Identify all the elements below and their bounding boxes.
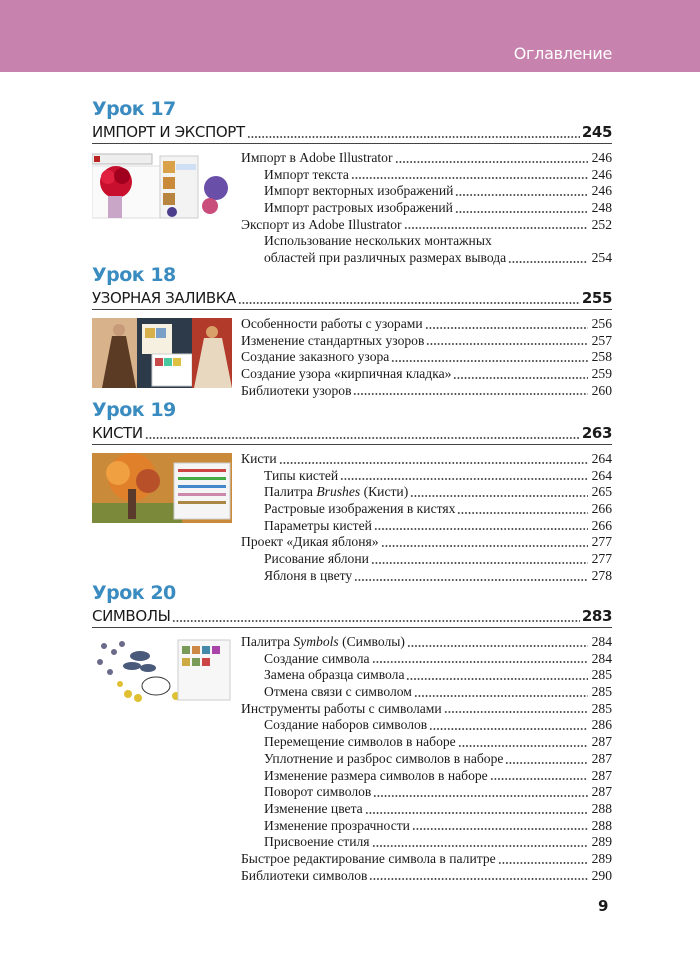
toc-entry[interactable]: [241, 634, 612, 651]
lesson-thumbnail-image: [92, 453, 232, 585]
dot-leader: [340, 468, 588, 485]
entry-text-suffix: (Символы): [338, 634, 405, 649]
entry-text: Замена образца символа: [264, 667, 405, 683]
dot-leader: [374, 518, 588, 535]
entry-page: 246: [591, 150, 612, 165]
entry-page: 285: [591, 667, 612, 683]
entry-page: 252: [591, 216, 612, 232]
entry-page: 254: [591, 250, 612, 266]
entry-text: Кисти: [241, 451, 277, 466]
entry-label: [241, 150, 393, 167]
dot-leader: [381, 534, 588, 551]
dot-leader: [372, 651, 588, 668]
entry-text: Яблоня в цвету: [264, 567, 353, 583]
dot-leader: [395, 150, 588, 167]
dot-leader: [453, 366, 588, 383]
entry-label: [241, 316, 423, 333]
section-title: ИМПОРТ И ЭКСПОРТ: [92, 123, 245, 141]
toc-entry[interactable]: [241, 518, 612, 535]
entry-page: 248: [591, 200, 612, 216]
lesson-thumbnail-image: [92, 318, 232, 399]
entry-label: [241, 366, 451, 383]
dot-leader: [505, 751, 588, 768]
entry-page: 277: [591, 551, 612, 567]
entry-page: 288: [591, 800, 612, 816]
dot-leader: [407, 634, 588, 651]
entry-label: [241, 217, 402, 234]
dot-leader: [391, 349, 588, 366]
dot-leader: [172, 606, 579, 627]
toc-entry[interactable]: [241, 316, 612, 333]
dot-leader: [247, 122, 580, 143]
entry-label: [241, 333, 424, 350]
dot-leader: [429, 717, 588, 734]
dot-leader: [371, 551, 588, 568]
entry-text: Типы кистей: [264, 467, 339, 483]
entry-text: Использование нескольких монтажных: [264, 233, 492, 249]
entry-text: Поворот символов: [264, 784, 372, 800]
entry-text: Импорт векторных изображений: [264, 183, 454, 199]
entry-label: [264, 818, 410, 835]
toc-entry[interactable]: [241, 701, 612, 718]
toc-entry[interactable]: [241, 834, 612, 851]
entry-text: Быстрое редактирование символа в палитре: [241, 850, 496, 866]
entry-text: Импорт растровых изображений: [264, 200, 453, 216]
lesson-heading: Урок 19: [92, 399, 176, 421]
entry-page: 266: [591, 501, 612, 517]
entry-label-cont: областей при различных размерах вывода: [264, 250, 507, 266]
entry-label: [264, 667, 404, 684]
entry-text: Инструменты работы с символами: [241, 700, 442, 716]
toc-entry[interactable]: [241, 651, 612, 668]
entry-page: 246: [591, 183, 612, 199]
entry-page: 258: [591, 349, 612, 365]
section-title-row[interactable]: [92, 122, 612, 144]
entry-text: Импорт текста: [264, 166, 349, 182]
entry-text: Создание заказного узора: [241, 349, 390, 365]
toc-entry[interactable]: [241, 501, 612, 518]
entry-text: Присвоение стиля: [264, 834, 370, 850]
dot-leader: [412, 818, 588, 835]
dot-leader: [369, 868, 588, 885]
dot-leader: [425, 316, 588, 333]
entry-label: [264, 468, 338, 485]
dot-leader: [373, 784, 588, 801]
dot-leader: [238, 288, 580, 309]
toc-entry[interactable]: [241, 667, 612, 684]
entry-text: Рисование яблони: [264, 551, 369, 567]
dot-leader: [455, 200, 588, 217]
toc-entries: [241, 634, 612, 884]
page-number: 9: [598, 897, 609, 915]
entry-label: [241, 851, 496, 868]
dot-leader: [490, 768, 588, 785]
entry-page: 260: [591, 382, 612, 398]
entry-label: [241, 451, 277, 468]
toc-entry[interactable]: [241, 851, 612, 868]
toc-entry[interactable]: [241, 200, 612, 217]
toc-entry[interactable]: [241, 751, 612, 768]
entry-page: 257: [591, 332, 612, 348]
header-band: [0, 0, 700, 72]
lesson-heading: Урок 18: [92, 264, 176, 286]
toc-entry[interactable]: [241, 167, 612, 184]
toc-entry[interactable]: [241, 183, 612, 200]
entry-text: Изменение цвета: [264, 800, 363, 816]
toc-entry-line[interactable]: [241, 233, 612, 250]
entry-page: 287: [591, 750, 612, 766]
toc-entry[interactable]: [241, 534, 612, 551]
section-title-row[interactable]: [92, 423, 612, 445]
dot-leader: [498, 851, 588, 868]
entry-text: Изменение стандартных узоров: [241, 332, 425, 348]
lesson-18: [92, 263, 612, 399]
entry-label: [264, 734, 456, 751]
entry-label: [264, 768, 488, 785]
dot-leader: [351, 167, 588, 184]
dot-leader: [365, 801, 588, 818]
toc-entry[interactable]: [241, 217, 612, 234]
entry-text: Уплотнение и разброс символов в наборе: [264, 750, 504, 766]
entry-page: 288: [591, 817, 612, 833]
dot-leader: [426, 333, 588, 350]
entry-label: [264, 651, 370, 668]
entry-text: Изменение прозрачности: [264, 817, 410, 833]
entry-text: Библиотеки узоров: [241, 382, 352, 398]
entry-text: Создание наборов символов: [264, 717, 428, 733]
entry-label: [264, 801, 363, 818]
toc-entry[interactable]: [241, 784, 612, 801]
running-header-title: Оглавление: [513, 44, 612, 63]
toc-entry[interactable]: [241, 717, 612, 734]
entry-page: 290: [591, 867, 612, 883]
section-page: 255: [581, 289, 612, 307]
section-title: СИМВОЛЫ: [92, 607, 171, 625]
entry-page: 278: [591, 567, 612, 583]
entry-label: [264, 233, 492, 248]
dot-leader: [414, 684, 588, 701]
entry-text: Отмена связи с символом: [264, 684, 412, 700]
dot-leader: [372, 834, 588, 851]
dot-leader: [457, 501, 588, 518]
entry-label: [264, 518, 372, 535]
entry-page: 287: [591, 784, 612, 800]
entry-text-italic: Brushes: [316, 484, 361, 500]
entry-text: Перемещение символов в наборе: [264, 734, 456, 750]
entry-label: [241, 534, 379, 551]
toc-entry[interactable]: [241, 768, 612, 785]
entry-page: 285: [591, 700, 612, 716]
section-title: УЗОРНАЯ ЗАЛИВКА: [92, 289, 236, 307]
entry-page: 259: [591, 366, 612, 382]
toc-entry[interactable]: [241, 366, 612, 383]
toc-entry[interactable]: [241, 468, 612, 485]
entry-text-italic: Symbols: [293, 634, 339, 649]
entry-page: 246: [591, 166, 612, 182]
entry-label: [241, 383, 351, 400]
toc-entries: [241, 316, 612, 399]
dot-leader: [145, 423, 580, 444]
section-page: 283: [581, 607, 612, 625]
entry-page: 289: [591, 850, 612, 866]
lesson-thumbnail-image: [92, 152, 232, 267]
entry-text: Импорт в Adobe Illustrator: [241, 150, 393, 165]
entry-page: 277: [591, 534, 612, 550]
toc-entry[interactable]: [241, 349, 612, 366]
lesson-20: [92, 581, 612, 884]
entry-text: Библиотеки символов: [241, 867, 368, 883]
toc-entry[interactable]: [241, 734, 612, 751]
entry-label: [264, 834, 370, 851]
entry-page: 256: [591, 316, 612, 331]
entry-page: 285: [591, 684, 612, 700]
toc-entries: [241, 150, 612, 267]
dot-leader: [406, 667, 588, 684]
entry-page: 289: [591, 834, 612, 850]
toc-entry[interactable]: [241, 451, 612, 468]
toc-entry[interactable]: [241, 868, 612, 885]
lesson-19: [92, 398, 612, 585]
entry-text: Изменение размера символов в наборе: [264, 767, 488, 783]
dot-leader: [404, 217, 588, 234]
entry-page: 264: [591, 467, 612, 483]
entry-label: [264, 501, 455, 518]
entry-page: 264: [591, 451, 612, 466]
lesson-thumbnail-image: [92, 636, 232, 884]
entry-page: 286: [591, 717, 612, 733]
entry-page: 284: [591, 650, 612, 666]
entry-label: [241, 634, 405, 651]
entry-page: 287: [591, 767, 612, 783]
entry-text: Создание узора «кирпичная кладка»: [241, 366, 452, 382]
entry-label: [264, 684, 412, 701]
entry-label: [264, 717, 427, 734]
toc-entries: [241, 451, 612, 585]
toc-entry[interactable]: [241, 551, 612, 568]
dot-leader: [444, 701, 588, 718]
entry-label: [264, 200, 453, 217]
section-page: 263: [581, 424, 612, 442]
entry-label: [264, 167, 349, 184]
section-title: КИСТИ: [92, 424, 143, 442]
entry-label: [241, 349, 389, 366]
entry-label: [241, 701, 442, 718]
dot-leader: [410, 484, 588, 501]
entry-label: [264, 183, 453, 200]
toc-entry[interactable]: [241, 333, 612, 350]
entry-text: Экспорт из Adobe Illustrator: [241, 216, 402, 232]
toc-entry[interactable]: [241, 801, 612, 818]
lesson-heading: Урок 17: [92, 98, 176, 120]
toc-entry[interactable]: [241, 684, 612, 701]
entry-label: [264, 784, 371, 801]
entry-text: Особенности работы с узорами: [241, 316, 423, 331]
entry-text: Растровые изображения в кистях: [264, 501, 456, 517]
entry-text: Палитра: [241, 634, 294, 649]
toc-entry[interactable]: [241, 818, 612, 835]
toc-entry[interactable]: [241, 484, 612, 501]
dot-leader: [455, 183, 588, 200]
entry-text: Проект «Дикая яблоня»: [241, 534, 379, 550]
entry-page: 284: [591, 634, 612, 649]
section-title-row[interactable]: [92, 606, 612, 628]
section-title-row[interactable]: [92, 288, 612, 310]
toc-entry[interactable]: [241, 150, 612, 167]
dot-leader: [353, 383, 588, 400]
entry-page: 266: [591, 517, 612, 533]
entry-label: [241, 868, 367, 885]
entry-label: [264, 484, 408, 501]
entry-page: 265: [591, 484, 612, 500]
dot-leader: [279, 451, 588, 468]
entry-label: [264, 551, 369, 568]
lesson-heading: Урок 20: [92, 582, 176, 604]
lesson-17: [92, 97, 612, 267]
dot-leader: [458, 734, 588, 751]
entry-page: 287: [591, 734, 612, 750]
entry-text: Создание символа: [264, 650, 370, 666]
toc-entry[interactable]: [241, 383, 612, 400]
entry-text-suffix: (Кисти): [360, 484, 409, 500]
section-page: 245: [581, 123, 612, 141]
entry-text: Палитра: [264, 484, 317, 500]
entry-text: Параметры кистей: [264, 517, 372, 533]
entry-label: [264, 751, 503, 768]
